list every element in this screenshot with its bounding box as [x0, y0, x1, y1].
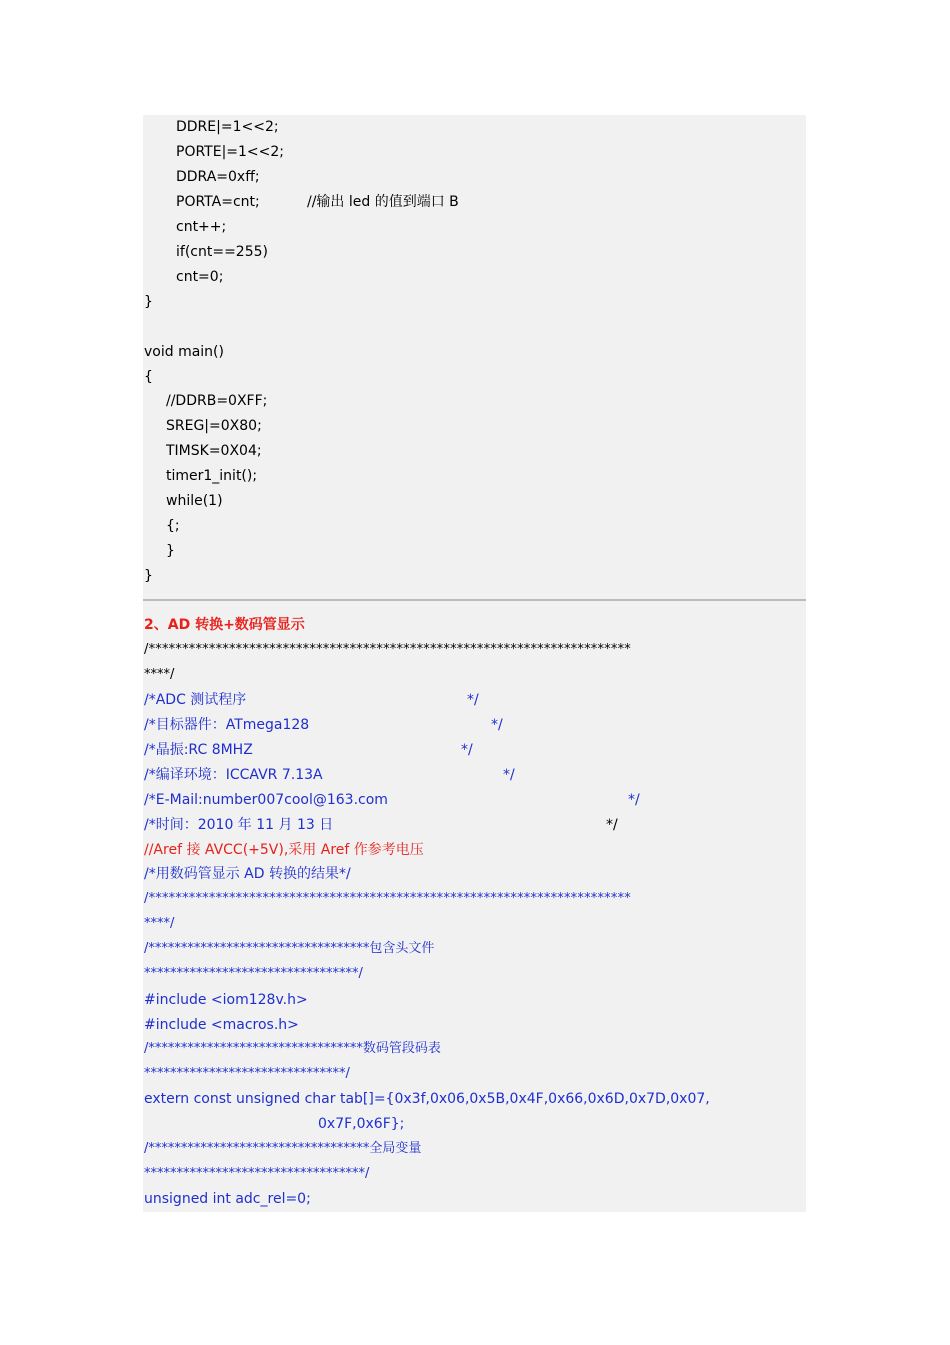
- table-declaration: 0x7F,0x6F};: [318, 1116, 405, 1132]
- global-section-comment: **********************************/: [144, 1166, 370, 1181]
- section-heading: 2、AD 转换+数码管显示: [144, 617, 305, 633]
- code-line: cnt++;: [176, 219, 227, 235]
- code-line: {: [144, 369, 153, 385]
- comment-stars: ****/: [144, 916, 175, 931]
- comment-stars: /************************************************************************: [144, 891, 631, 906]
- code-line: }: [144, 568, 153, 584]
- table-section-comment: /*********************************数码管段码表: [144, 1041, 441, 1056]
- code-line: while(1): [166, 493, 223, 509]
- header-comment: /*编译环境：ICCAVR 7.13A: [144, 767, 323, 783]
- code-line: cnt=0;: [176, 269, 224, 285]
- code-line: if(cnt==255): [176, 244, 268, 260]
- aref-comment: //Aref 接 AVCC(+5V),采用 Aref 作参考电压: [144, 842, 424, 858]
- code-comment: //输出 led 的值到端口 B: [307, 194, 459, 210]
- header-comment-end: */: [461, 742, 473, 758]
- variable-declaration: unsigned int adc_rel=0;: [144, 1191, 311, 1207]
- header-comment-end: */: [628, 792, 640, 808]
- code-line: DDRA=0xff;: [176, 169, 260, 185]
- comment-stars: ****/: [144, 667, 175, 682]
- table-section-comment: *******************************/: [144, 1066, 350, 1081]
- display-comment: /*用数码管显示 AD 转换的结果*/: [144, 866, 351, 882]
- include-line: #include <iom128v.h>: [144, 992, 308, 1008]
- header-comment: /*晶振:RC 8MHZ: [144, 742, 253, 758]
- header-comment-end: */: [606, 817, 618, 833]
- header-comment: /*E-Mail:number007cool@163.com: [144, 792, 388, 808]
- comment-stars: /************************************************************************: [144, 642, 631, 657]
- include-section-comment: /**********************************包含头文件: [144, 941, 435, 956]
- include-line: #include <macros.h>: [144, 1017, 299, 1033]
- code-line: TIMSK=0X04;: [166, 443, 262, 459]
- section-divider: [143, 599, 806, 601]
- header-comment-end: */: [467, 692, 479, 708]
- code-line: //DDRB=0XFF;: [166, 393, 268, 409]
- header-comment: /*ADC 测试程序: [144, 692, 247, 708]
- header-comment-end: */: [491, 717, 503, 733]
- header-comment: /*目标器件：ATmega128: [144, 717, 310, 733]
- code-line: PORTA=cnt;: [176, 194, 260, 210]
- code-line: }: [144, 294, 153, 310]
- code-line: DDRE|=1<<2;: [176, 119, 279, 135]
- table-declaration: extern const unsigned char tab[]={0x3f,0x06,0x5B,0x4F,0x66,0x6D,0x7D,0x07,: [144, 1091, 710, 1107]
- header-comment-end: */: [503, 767, 515, 783]
- global-section-comment: /**********************************全局变量: [144, 1141, 422, 1156]
- header-comment: /*时间：2010 年 11 月 13 日: [144, 817, 334, 833]
- code-line: {;: [166, 518, 180, 534]
- code-line: }: [166, 543, 175, 559]
- code-line: SREG|=0X80;: [166, 418, 262, 434]
- code-line: PORTE|=1<<2;: [176, 144, 285, 160]
- code-line: void main(): [144, 344, 224, 360]
- code-line: timer1_init();: [166, 468, 258, 484]
- include-section-comment: *********************************/: [144, 966, 363, 981]
